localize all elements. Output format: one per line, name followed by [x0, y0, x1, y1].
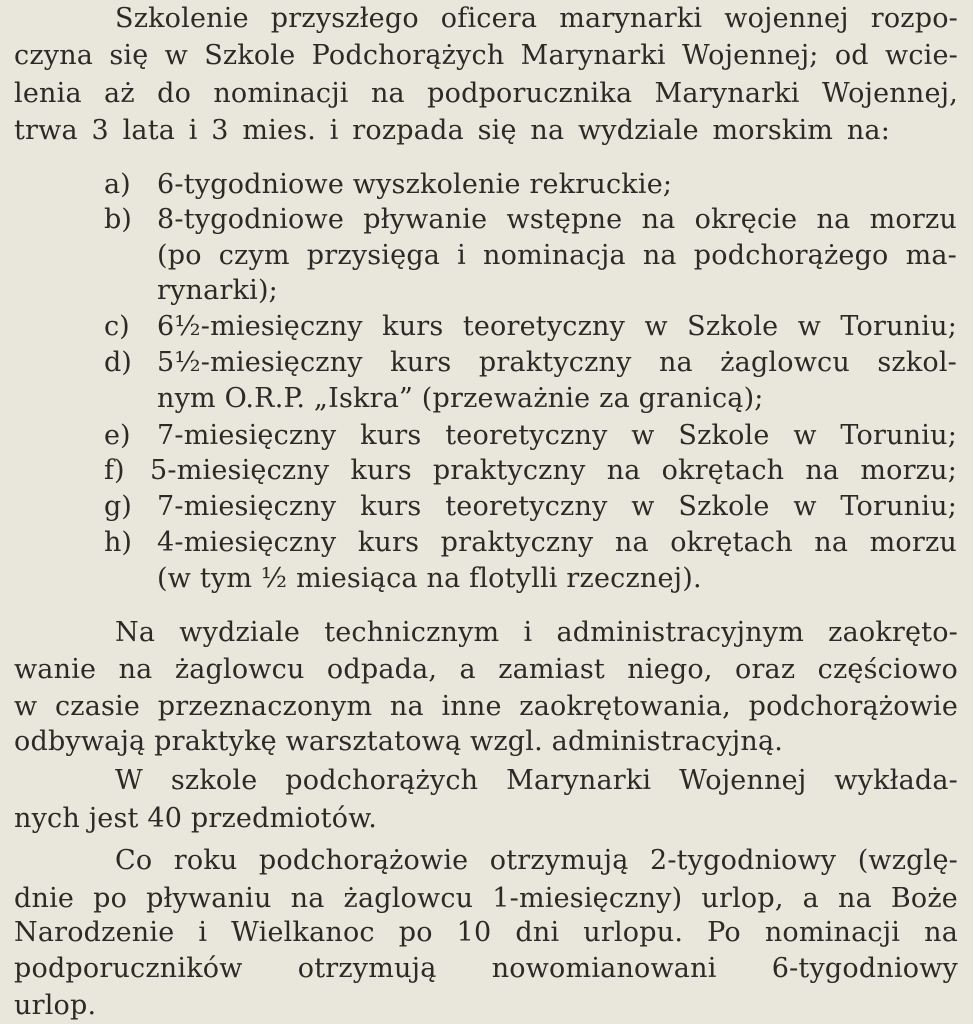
list-item-text: 5½-miesięczny kurs praktyczny na żaglowcu szkol-	[157, 347, 957, 378]
list-label: e)	[104, 420, 131, 451]
text-line: odbywają praktykę warsztatową wzgl. administracyjną.	[14, 726, 784, 757]
list-label: b)	[104, 204, 132, 235]
text-line: czyna się w Szkole Podchorążych Marynarki Wojennej; od wcie-	[14, 40, 958, 71]
list-item-text: 6½-miesięczny kurs teoretyczny w Szkole w Toruniu;	[157, 311, 957, 342]
list-label: f)	[104, 455, 125, 486]
list-item-text: 6-tygodniowe wyszkolenie rekruckie;	[157, 169, 673, 200]
list-item-text: 7-miesięczny kurs teoretyczny w Szkole w Toruniu;	[157, 491, 957, 522]
text-line: W szkole podchorążych Marynarki Wojennej wykłada-	[115, 765, 958, 796]
list-item-text: 7-miesięczny kurs teoretyczny w Szkole w Toruniu;	[157, 420, 957, 451]
text-line: podporuczników otrzymują nowomianowani 6-tygodniowy	[14, 953, 958, 984]
list-label: g)	[104, 491, 132, 522]
list-item-text: 5-miesięczny kurs praktyczny na okrętach na morzu;	[150, 455, 957, 486]
list-item-text: 4-miesięczny kurs praktyczny na okrętach na morzu	[157, 527, 957, 558]
list-label: h)	[104, 527, 132, 558]
list-item-text: rynarki);	[157, 275, 278, 306]
list-item-text: nym O.R.P. „Iskra” (przeważnie za granicą);	[157, 383, 764, 414]
text-line: wanie na żaglowcu odpada, a zamiast niego, oraz częściowo	[14, 654, 958, 685]
text-line: Na wydziale technicznym i administracyjnym zaokręto-	[115, 617, 958, 648]
text-line: urlop.	[14, 990, 97, 1021]
text-line: Co roku podchorążowie otrzymują 2-tygodniowy (wzglę-	[115, 845, 958, 876]
text-line: dnie po pływaniu na żaglowcu 1-miesięczny) urlop, a na Boże	[14, 883, 958, 914]
text-line: Szkolenie przyszłego oficera marynarki wojennej rozpo-	[115, 3, 958, 34]
list-item-text: (po czym przysięga i nominacja na podchorążego ma-	[157, 240, 957, 271]
list-item-text: 8-tygodniowe pływanie wstępne na okręcie na morzu	[157, 204, 957, 235]
text-line: trwa 3 lata i 3 mies. i rozpada się na wydziale morskim na:	[14, 115, 890, 146]
list-label: c)	[104, 311, 130, 342]
text-line: Narodzenie i Wielkanoc po 10 dni urlopu. Po nominacji na	[14, 917, 958, 948]
text-line: w czasie przeznaczonym na inne zaokrętowania, podchorążowie	[14, 691, 958, 722]
text-line: nych jest 40 przedmiotów.	[14, 803, 378, 834]
list-item-text: (w tym ½ miesiąca na flotylli rzecznej).	[157, 563, 702, 594]
text-line: lenia aż do nominacji na podporucznika Marynarki Wojennej,	[14, 78, 958, 109]
list-label: d)	[104, 347, 132, 378]
list-label: a)	[104, 169, 131, 200]
